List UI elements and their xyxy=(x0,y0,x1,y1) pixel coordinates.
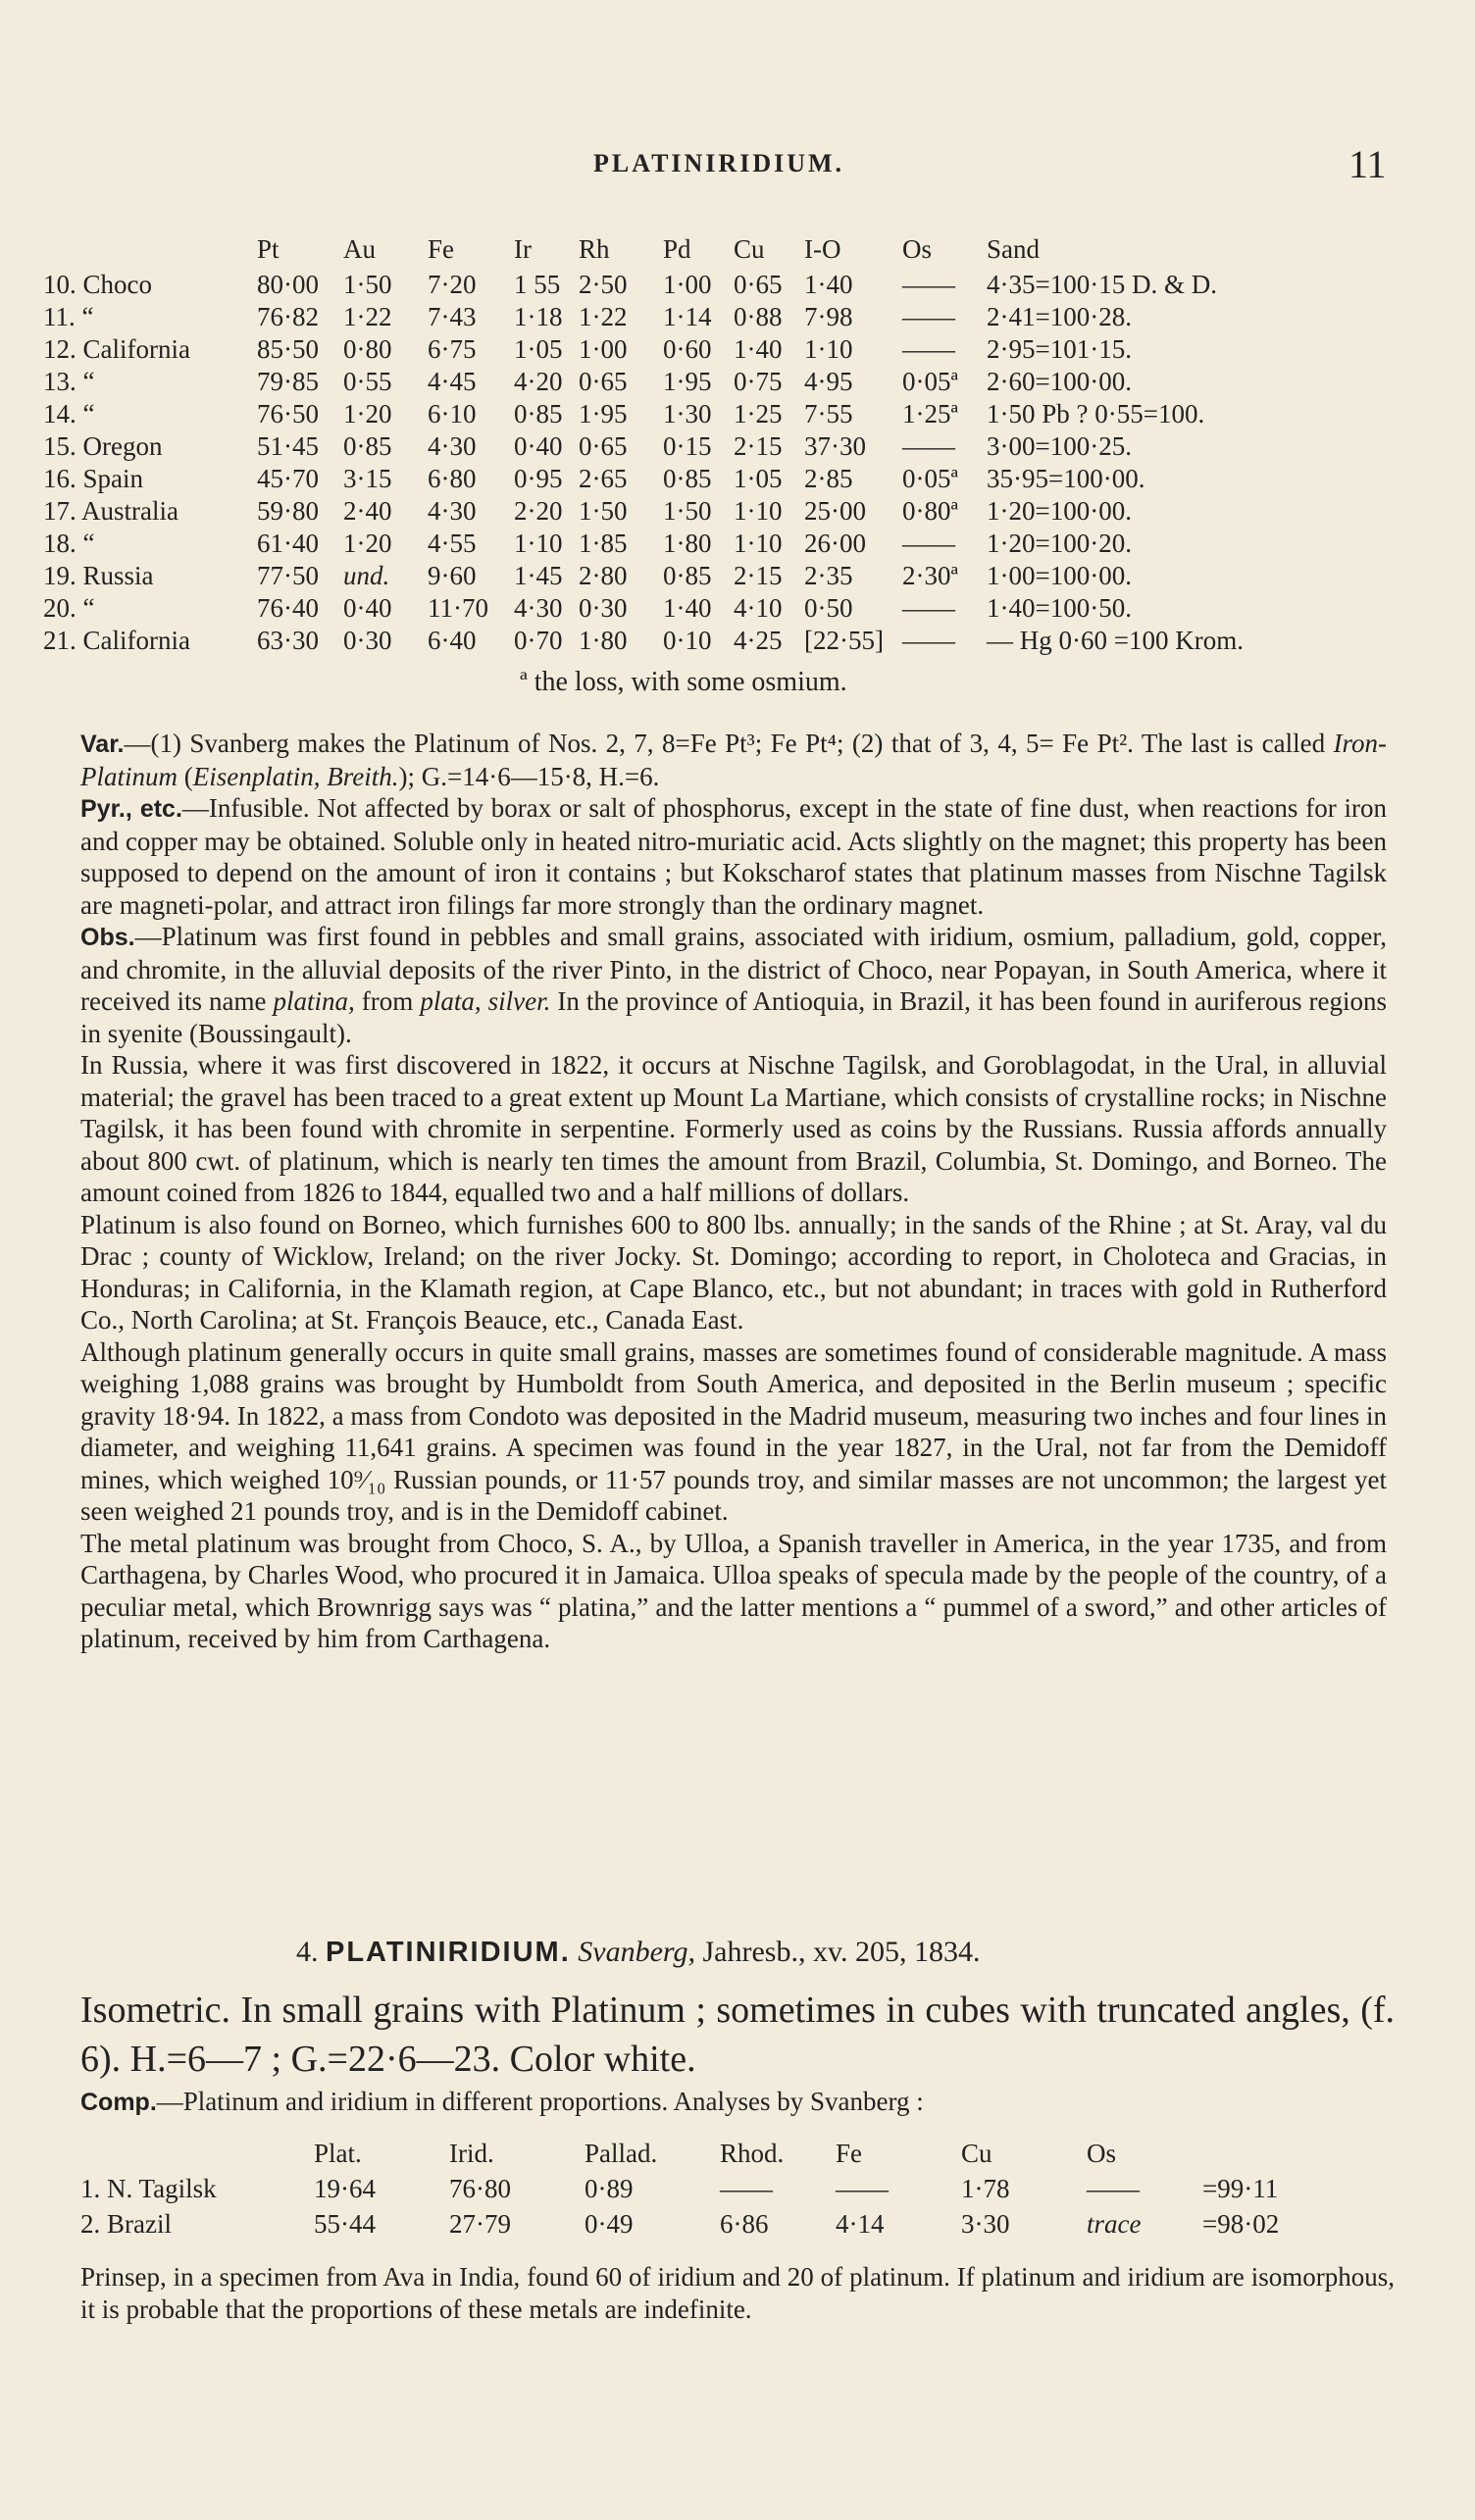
value-cell: 0·88 xyxy=(734,302,783,331)
value-cell: 6·86 xyxy=(720,2209,769,2239)
value-cell: trace xyxy=(1087,2209,1142,2239)
value-cell: 2·40 xyxy=(343,496,392,526)
pyr-paragraph xyxy=(80,792,1387,921)
table-header-row xyxy=(76,2136,1283,2171)
value-cell: 4·30 xyxy=(514,593,563,623)
value-cell: 1·45 xyxy=(514,561,563,590)
value-cell: 0·05ª xyxy=(902,464,958,493)
column-header: Pt xyxy=(257,234,280,264)
obs-text: In the province of Antioquia, in Brazil, it has been found in auriferous regions in syenite (Boussingault). xyxy=(80,986,1388,1048)
value-cell: und. xyxy=(343,561,390,590)
value-cell: 1·80 xyxy=(663,529,712,558)
value-cell: 4·35=100·15 D. & D. xyxy=(987,270,1217,299)
value-cell: 0·85 xyxy=(514,399,563,428)
table-row xyxy=(39,625,1247,657)
table-row xyxy=(39,592,1247,625)
obs-label: Obs. xyxy=(80,924,135,951)
value-cell: 25·00 xyxy=(804,496,866,526)
locality-cell: 1. N. Tagilsk xyxy=(80,2174,217,2203)
value-cell: —— xyxy=(1087,2174,1140,2203)
locality-cell: 11. “ xyxy=(43,302,94,331)
value-cell: —— xyxy=(902,431,955,461)
value-cell: 0·65 xyxy=(734,270,783,299)
platiniridium-description: Isometric. In small grains with Platinum ; sometimes in cubes with truncated angles, (f. 6). H.=6—7 ; G.=22·6—23. Color white. xyxy=(80,1990,1395,2080)
value-cell: 4·25 xyxy=(734,626,783,655)
value-cell: 0·85 xyxy=(663,464,712,493)
locality-cell: 20. “ xyxy=(43,593,95,623)
value-cell: 1·10 xyxy=(734,496,783,526)
column-header: Pd xyxy=(663,234,691,264)
value-cell: —— xyxy=(836,2174,889,2203)
locality-cell: 14. “ xyxy=(43,399,95,428)
value-cell: —— xyxy=(902,529,955,558)
value-cell: 0·40 xyxy=(514,431,563,461)
value-cell: 63·30 xyxy=(257,626,319,655)
value-cell: =99·11 xyxy=(1202,2174,1279,2203)
value-cell: 37·30 xyxy=(804,431,866,461)
column-header: Plat. xyxy=(314,2139,362,2168)
value-cell: 0·65 xyxy=(579,431,628,461)
locality-cell: 21. California xyxy=(43,626,190,655)
value-cell: 4·45 xyxy=(428,367,477,396)
table-row xyxy=(39,366,1247,398)
value-cell: 19·64 xyxy=(314,2174,376,2203)
borneo-paragraph: Platinum is also found on Borneo, which furnishes 600 to 800 lbs. annually; in the sands of the Rhine ; at St. Aray, val du Drac ; county of Wicklow, Ireland; on the river Jocky. St. Domingo; according to report, in Choloteca and Gracias, in Honduras; in California, in the Klamath region, at Cape Blanco, etc., but not abundant; in traces with gold in Rutherford Co., North Carolina; at St. François Beauce, etc., Canada East. xyxy=(80,1209,1387,1335)
column-header: Os xyxy=(902,234,933,264)
value-cell: 85·50 xyxy=(257,334,319,364)
value-cell: —— xyxy=(902,334,955,364)
value-cell: 0·75 xyxy=(734,367,783,396)
value-cell: — Hg 0·60 =100 Krom. xyxy=(987,626,1244,655)
obs-italic: platina, xyxy=(273,986,355,1016)
table-row xyxy=(39,560,1247,592)
value-cell: 11·70 xyxy=(428,593,488,623)
var-text: ); G.=14·6—15·8, H.=6. xyxy=(398,761,660,791)
value-cell: 80·00 xyxy=(257,270,319,299)
value-cell: 7·43 xyxy=(428,302,477,331)
value-cell: 55·44 xyxy=(314,2209,376,2239)
platiniridium-analyses-table xyxy=(76,2136,1283,2242)
value-cell: 4·30 xyxy=(428,431,477,461)
value-cell: 0·85 xyxy=(663,561,712,590)
value-cell: —— xyxy=(902,626,955,655)
value-cell: 61·40 xyxy=(257,529,319,558)
total-header xyxy=(1198,2136,1283,2171)
var-paragraph xyxy=(80,728,1387,792)
section-author: Svanberg, xyxy=(578,1936,695,1968)
value-cell: 7·98 xyxy=(804,302,853,331)
column-header: Sand xyxy=(987,234,1040,264)
value-cell: 6·10 xyxy=(428,399,477,428)
locality-cell: 10. Choco xyxy=(43,270,152,299)
value-cell: 1·18 xyxy=(514,302,563,331)
value-cell: 1·50 xyxy=(343,270,392,299)
value-cell: 1·20 xyxy=(343,399,392,428)
value-cell: 4·14 xyxy=(836,2209,885,2239)
column-header: Cu xyxy=(961,2139,992,2168)
value-cell: 2·65 xyxy=(579,464,628,493)
comp-label: Comp. xyxy=(80,2089,157,2116)
value-cell: 45·70 xyxy=(257,464,319,493)
var-text: —(1) Svanberg makes the Platinum of Nos. 2, 7, 8=Fe Pt³; Fe Pt⁴; (2) that of 3, 4, 5= Fe Pt². The last is called xyxy=(124,729,1334,758)
value-cell: 79·85 xyxy=(257,367,319,396)
locality-cell: 15. Oregon xyxy=(43,431,163,461)
table-row xyxy=(39,430,1247,463)
value-cell: 0·40 xyxy=(343,593,392,623)
value-cell: 1·25 xyxy=(734,399,783,428)
table-row xyxy=(76,2206,1283,2242)
value-cell: 1·20 xyxy=(343,529,392,558)
value-cell: 1·80 xyxy=(579,626,628,655)
value-cell: 1·40=100·50. xyxy=(987,593,1132,623)
value-cell: 4·30 xyxy=(428,496,477,526)
section-number: 4. xyxy=(296,1936,319,1968)
value-cell: 0·80ª xyxy=(902,496,958,526)
column-header: Fe xyxy=(428,234,454,264)
value-cell: 2·20 xyxy=(514,496,563,526)
value-cell: 0·55 xyxy=(343,367,392,396)
value-cell: 76·82 xyxy=(257,302,319,331)
locality-header xyxy=(39,229,253,269)
value-cell: 0·05ª xyxy=(902,367,958,396)
value-cell: 2·30ª xyxy=(902,561,958,590)
value-cell: 1·50 xyxy=(663,496,712,526)
var-label: Var. xyxy=(80,731,125,758)
platinum-description xyxy=(80,728,1387,1655)
value-cell: 0·85 xyxy=(343,431,392,461)
value-cell: 6·75 xyxy=(428,334,477,364)
value-cell: 1·00=100·00. xyxy=(987,561,1132,590)
value-cell: 1·30 xyxy=(663,399,712,428)
locality-cell: 18. “ xyxy=(43,529,95,558)
value-cell: 1·05 xyxy=(514,334,563,364)
locality-header xyxy=(76,2136,310,2171)
russia-paragraph: In Russia, where it was first discovered in 1822, it occurs at Nischne Tagilsk, and Goroblagodat, in the Ural, in alluvial material; the gravel has been traced to a great extent up Mount La Martiane, which consists of crystalline rocks; in Nischne Tagilsk, it has been found with chromite in serpentine. Formerly used as coins by the Russians. Russia affords annually about 800 cwt. of platinum, which is nearly ten times the amount from Brazil, Columbia, St. Domingo, and Borneo. The amount coined from 1826 to 1844, equalled two and a half millions of dollars. xyxy=(80,1050,1387,1207)
platinum-analyses-table xyxy=(39,229,1247,657)
value-cell: 0·89 xyxy=(585,2174,634,2203)
value-cell: 51·45 xyxy=(257,431,319,461)
value-cell: 27·79 xyxy=(449,2209,511,2239)
column-header: Cu xyxy=(734,234,765,264)
column-header: Rh xyxy=(579,234,610,264)
section-heading xyxy=(296,1936,981,1969)
value-cell: 0·30 xyxy=(579,593,628,623)
value-cell: 2·15 xyxy=(734,561,783,590)
value-cell: 1·10 xyxy=(734,529,783,558)
value-cell: —— xyxy=(720,2174,773,2203)
value-cell: 7·20 xyxy=(428,270,477,299)
var-italic: Eisenplatin, Breith. xyxy=(192,761,399,791)
masses-paragraph: Although platinum generally occurs in quite small grains, masses are sometimes found of considerable magnitude. A mass weighing 1,088 grains was brought by Humboldt from South America, and deposited in the Berlin museum ; specific gravity 18·94. In 1822, a mass from Condoto was deposited in the Madrid museum, measuring two inches and four lines in diameter, and weighing 11,641 grains. A specimen was found in the year 1827, in the Ural, not far from the Demidoff mines, which weighed 10⁹⁄₁₀ Russian pounds, or 11·57 pounds troy, and similar masses are not uncommon; the largest yet seen weighed 21 pounds troy, and is in the Demidoff cabinet. xyxy=(80,1336,1387,1526)
value-cell: 0·10 xyxy=(663,626,712,655)
value-cell: 1·85 xyxy=(579,529,628,558)
table-row xyxy=(39,398,1247,430)
value-cell: 0·60 xyxy=(663,334,712,364)
value-cell: 2·50 xyxy=(579,270,628,299)
value-cell: 1·22 xyxy=(343,302,392,331)
var-text: ( xyxy=(178,761,193,791)
value-cell: 2·80 xyxy=(579,561,628,590)
value-cell: 1·20=100·20. xyxy=(987,529,1132,558)
value-cell: 1·14 xyxy=(663,302,712,331)
value-cell: 1·10 xyxy=(804,334,853,364)
value-cell: 3·15 xyxy=(343,464,392,493)
value-cell: 1·40 xyxy=(663,593,712,623)
value-cell: —— xyxy=(902,270,955,299)
value-cell: 6·80 xyxy=(428,464,477,493)
column-header: Pallad. xyxy=(585,2139,658,2168)
closing-paragraph: Prinsep, in a specimen from Ava in India, found 60 of iridium and 20 of platinum. If platinum and iridium are isomorphous, it is probable that the proportions of these metals are indefinite. xyxy=(80,2262,1395,2324)
locality-cell: 17. Australia xyxy=(43,496,178,526)
table-header-row xyxy=(39,229,1247,269)
value-cell: 0·15 xyxy=(663,431,712,461)
value-cell: 1·05 xyxy=(734,464,783,493)
comp-paragraph xyxy=(80,2087,1395,2117)
value-cell: 2·85 xyxy=(804,464,853,493)
obs-text: —Platinum was first found in pebbles and small grains, associated with iridium, osmium, palladium, gold, copper, and chromite, in the alluvial deposits of the river Pinto, in the district of Choco, near Popayan, in South America, where it received its name xyxy=(80,922,1387,1016)
value-cell: 1·78 xyxy=(961,2174,1010,2203)
value-cell: 2·41=100·28. xyxy=(987,302,1132,331)
column-header: Irid. xyxy=(449,2139,494,2168)
value-cell: 2·95=101·15. xyxy=(987,334,1132,364)
locality-cell: 2. Brazil xyxy=(80,2209,172,2239)
value-cell: 7·55 xyxy=(804,399,853,428)
table-body xyxy=(39,269,1247,657)
value-cell: 9·60 xyxy=(428,561,477,590)
value-cell: 0·95 xyxy=(514,464,563,493)
column-header: Os xyxy=(1087,2139,1117,2168)
locality-cell: 16. Spain xyxy=(43,464,144,493)
column-header: Ir xyxy=(514,234,532,264)
value-cell: 59·80 xyxy=(257,496,319,526)
value-cell: —— xyxy=(902,593,955,623)
running-title: PLATINIRIDIUM. xyxy=(593,149,845,177)
obs-text: from xyxy=(354,986,421,1016)
pyr-label: Pyr., etc. xyxy=(80,795,182,823)
table-row xyxy=(39,495,1247,528)
value-cell: 76·80 xyxy=(449,2174,511,2203)
locality-cell: 19. Russia xyxy=(43,561,154,590)
value-cell: 0·70 xyxy=(514,626,563,655)
value-cell: 1·22 xyxy=(579,302,628,331)
value-cell: 1·00 xyxy=(579,334,628,364)
value-cell: 0·50 xyxy=(804,593,853,623)
table-row xyxy=(39,333,1247,366)
column-header: Rhod. xyxy=(720,2139,785,2168)
table-row xyxy=(39,528,1247,560)
value-cell: 3·30 xyxy=(961,2209,1010,2239)
table-footnote: ª the loss, with some osmium. xyxy=(520,667,847,697)
value-cell: 0·65 xyxy=(579,367,628,396)
value-cell: [22·55] xyxy=(804,626,884,655)
value-cell: 2·35 xyxy=(804,561,853,590)
value-cell: 2·15 xyxy=(734,431,783,461)
page-number: 11 xyxy=(1348,142,1387,186)
value-cell: =98·02 xyxy=(1202,2209,1280,2239)
value-cell: 4·20 xyxy=(514,367,563,396)
value-cell: 35·95=100·00. xyxy=(987,464,1145,493)
table-row xyxy=(39,269,1247,301)
section-reference: Jahresb., xv. 205, 1834. xyxy=(694,1936,981,1968)
value-cell: 1·50 Pb ? 0·55=100. xyxy=(987,399,1205,428)
value-cell: 76·40 xyxy=(257,593,319,623)
locality-cell: 13. “ xyxy=(43,367,95,396)
value-cell: 76·50 xyxy=(257,399,319,428)
table-body xyxy=(76,2171,1283,2242)
comp-text: —Platinum and iridium in different proportions. Analyses by Svanberg : xyxy=(156,2087,924,2116)
value-cell: 1 55 xyxy=(514,270,561,299)
table-row xyxy=(76,2171,1283,2206)
table-row xyxy=(39,301,1247,333)
value-cell: 1·25ª xyxy=(902,399,958,428)
value-cell: 1·50 xyxy=(579,496,628,526)
value-cell: —— xyxy=(902,302,955,331)
value-cell: 0·49 xyxy=(585,2209,634,2239)
value-cell: 2·60=100·00. xyxy=(987,367,1132,396)
value-cell: 0·80 xyxy=(343,334,392,364)
column-header: I-O xyxy=(804,234,841,264)
value-cell: 0·30 xyxy=(343,626,392,655)
value-cell: 6·40 xyxy=(428,626,477,655)
value-cell: 1·20=100·00. xyxy=(987,496,1132,526)
value-cell: 1·95 xyxy=(579,399,628,428)
value-cell: 77·50 xyxy=(257,561,319,590)
pyr-text: —Infusible. Not affected by borax or salt of phosphorus, except in the state of fine dust, when reactions for iron and copper may be obtained. Soluble only in heated nitro-muriatic acid. Acts slightly on the magnet; this property has been supposed to depend on the amount of iron it contains ; but Kokscharof states that platinum masses from Nischne Tagilsk are magneti-polar, and attract iron filings far more strongly than the ordinary magnet. xyxy=(80,793,1387,920)
value-cell: 4·95 xyxy=(804,367,853,396)
value-cell: 1·40 xyxy=(804,270,853,299)
history-paragraph: The metal platinum was brought from Choco, S. A., by Ulloa, a Spanish traveller in America, in the year 1735, and from Carthagena, by Charles Wood, who procured it in Jamaica. Ulloa speaks of specula made by the people of the country, of a peculiar metal, which Brownrigg says was “ platina,” and the latter mentions a “ pummel of a sword,” and other articles of platinum, received by him from Carthagena. xyxy=(80,1528,1387,1653)
value-cell: 1·10 xyxy=(514,529,563,558)
value-cell: 26·00 xyxy=(804,529,866,558)
value-cell: 1·40 xyxy=(734,334,783,364)
var-italic: Iron-Platinum xyxy=(80,729,1387,791)
obs-italic: plata, silver. xyxy=(420,986,551,1016)
section-title: PLATINIRIDIUM. xyxy=(326,1937,571,1968)
value-cell: 1·00 xyxy=(663,270,712,299)
value-cell: 4·10 xyxy=(734,593,783,623)
value-cell: 3·00=100·25. xyxy=(987,431,1132,461)
column-header: Au xyxy=(343,234,376,264)
column-header: Fe xyxy=(836,2139,862,2168)
locality-cell: 12. California xyxy=(43,334,190,364)
value-cell: 1·95 xyxy=(663,367,712,396)
value-cell: 4·55 xyxy=(428,529,477,558)
obs-paragraph xyxy=(80,921,1387,1049)
table-row xyxy=(39,463,1247,495)
